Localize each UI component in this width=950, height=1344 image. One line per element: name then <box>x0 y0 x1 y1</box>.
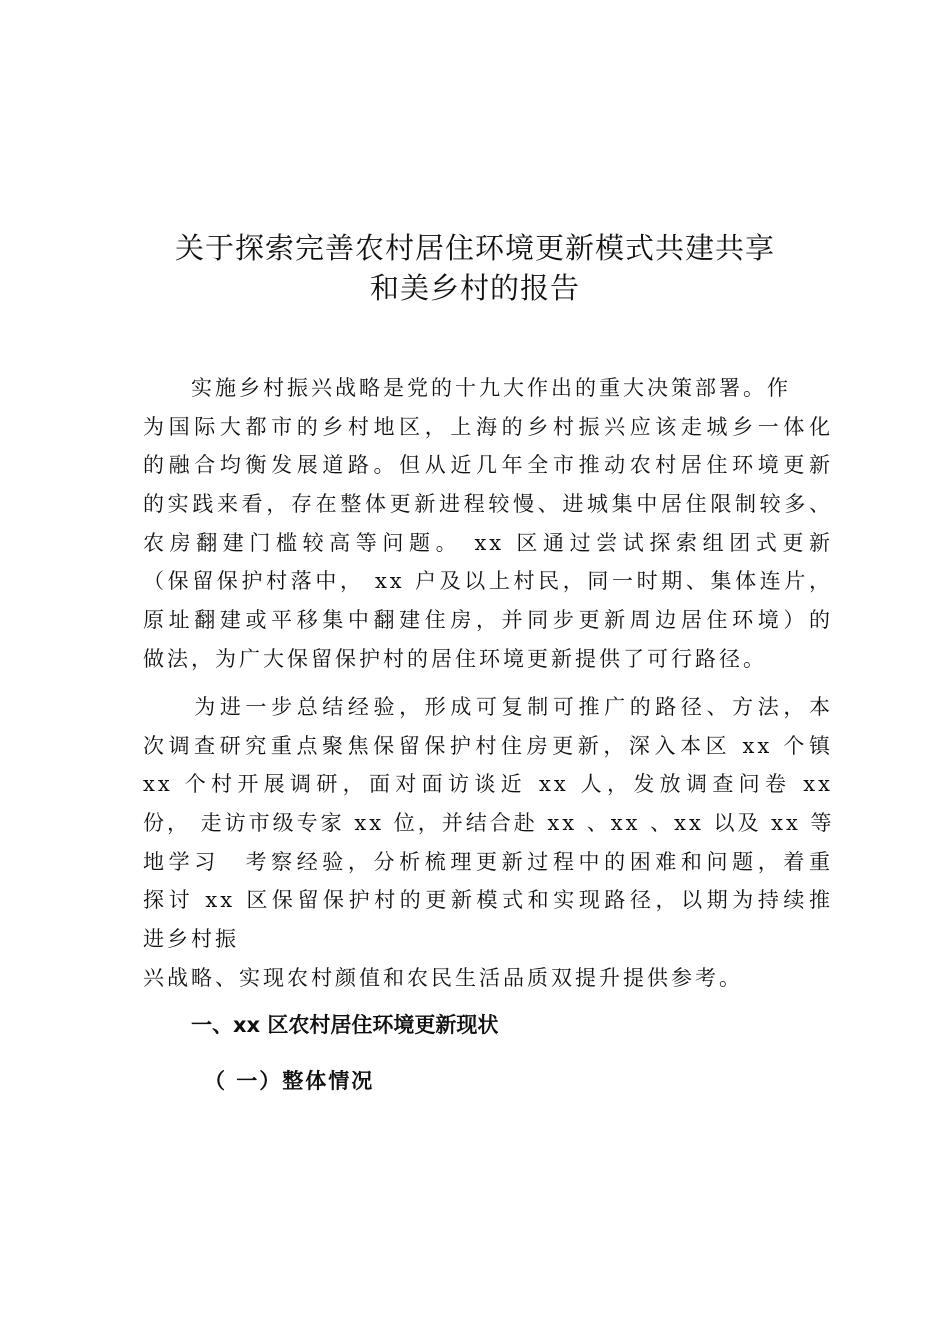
paragraph-line: （保留保护村落中， xx 户及以上村民，同一时期、集体连片， <box>143 569 833 594</box>
paragraph-line: 次调查研究重点聚焦保留保护村住房更新，深入本区 xx 个镇 <box>143 733 833 758</box>
paragraph-line: 份， 走访市级专家 xx 位，并结合赴 xx 、xx 、xx 以及 xx 等 <box>143 811 835 836</box>
paragraph-line: 的实践来看，存在整体更新进程较慢、进城集中居住限制较多、 <box>143 492 833 517</box>
paragraph-research <box>143 688 833 998</box>
paragraph-line: 地学习 考察经验，分析梳理更新过程中的困难和问题，着重 <box>143 849 833 874</box>
title-line: 关于探索完善农村居住环境更新模式共建共享 <box>174 231 775 265</box>
paragraph-line: 原址翻建或平移集中翻建住房，并同步更新周边居住环境）的 <box>143 608 833 633</box>
paragraph-line: 实施乡村振兴战略是党的十九大作出的重大决策部署。作 <box>143 376 791 400</box>
paragraph-line: 做法，为广大保留保护村的居住环境更新提供了可行路径。 <box>143 646 767 671</box>
subsection-heading: （ 一）整体情况 <box>204 1069 375 1093</box>
paragraph-line: 为进一步总结经验，形成可复制可推广的路径、方法，本 <box>143 695 833 719</box>
paragraph-line: 兴战略、实现农村颜值和农民生活品质双提升提供参考。 <box>143 965 743 990</box>
paragraph-line: 进乡村振 <box>143 927 239 952</box>
paragraph-line: 探讨 xx 区保留保护村的更新模式和实现路径，以期为持续推 <box>143 888 833 913</box>
document-title <box>100 228 850 308</box>
paragraph-line: 的融合均衡发展道路。但从近几年全市推动农村居住环境更新 <box>143 453 833 478</box>
paragraph-line: 为国际大都市的乡村地区，上海的乡村振兴应该走城乡一体化 <box>143 414 833 439</box>
title-line: 和美乡村的报告 <box>369 271 580 305</box>
paragraph-line: xx 个村开展调研，面对面访谈近 xx 人，发放调查问卷 xx <box>143 772 833 797</box>
paragraph-line: 农房翻建门槛较高等问题。 xx 区通过尝试探索组团式更新 <box>143 530 833 555</box>
section-heading: 一、xx 区农村居住环境更新现状 <box>191 1013 499 1037</box>
paragraph-intro <box>143 369 833 679</box>
